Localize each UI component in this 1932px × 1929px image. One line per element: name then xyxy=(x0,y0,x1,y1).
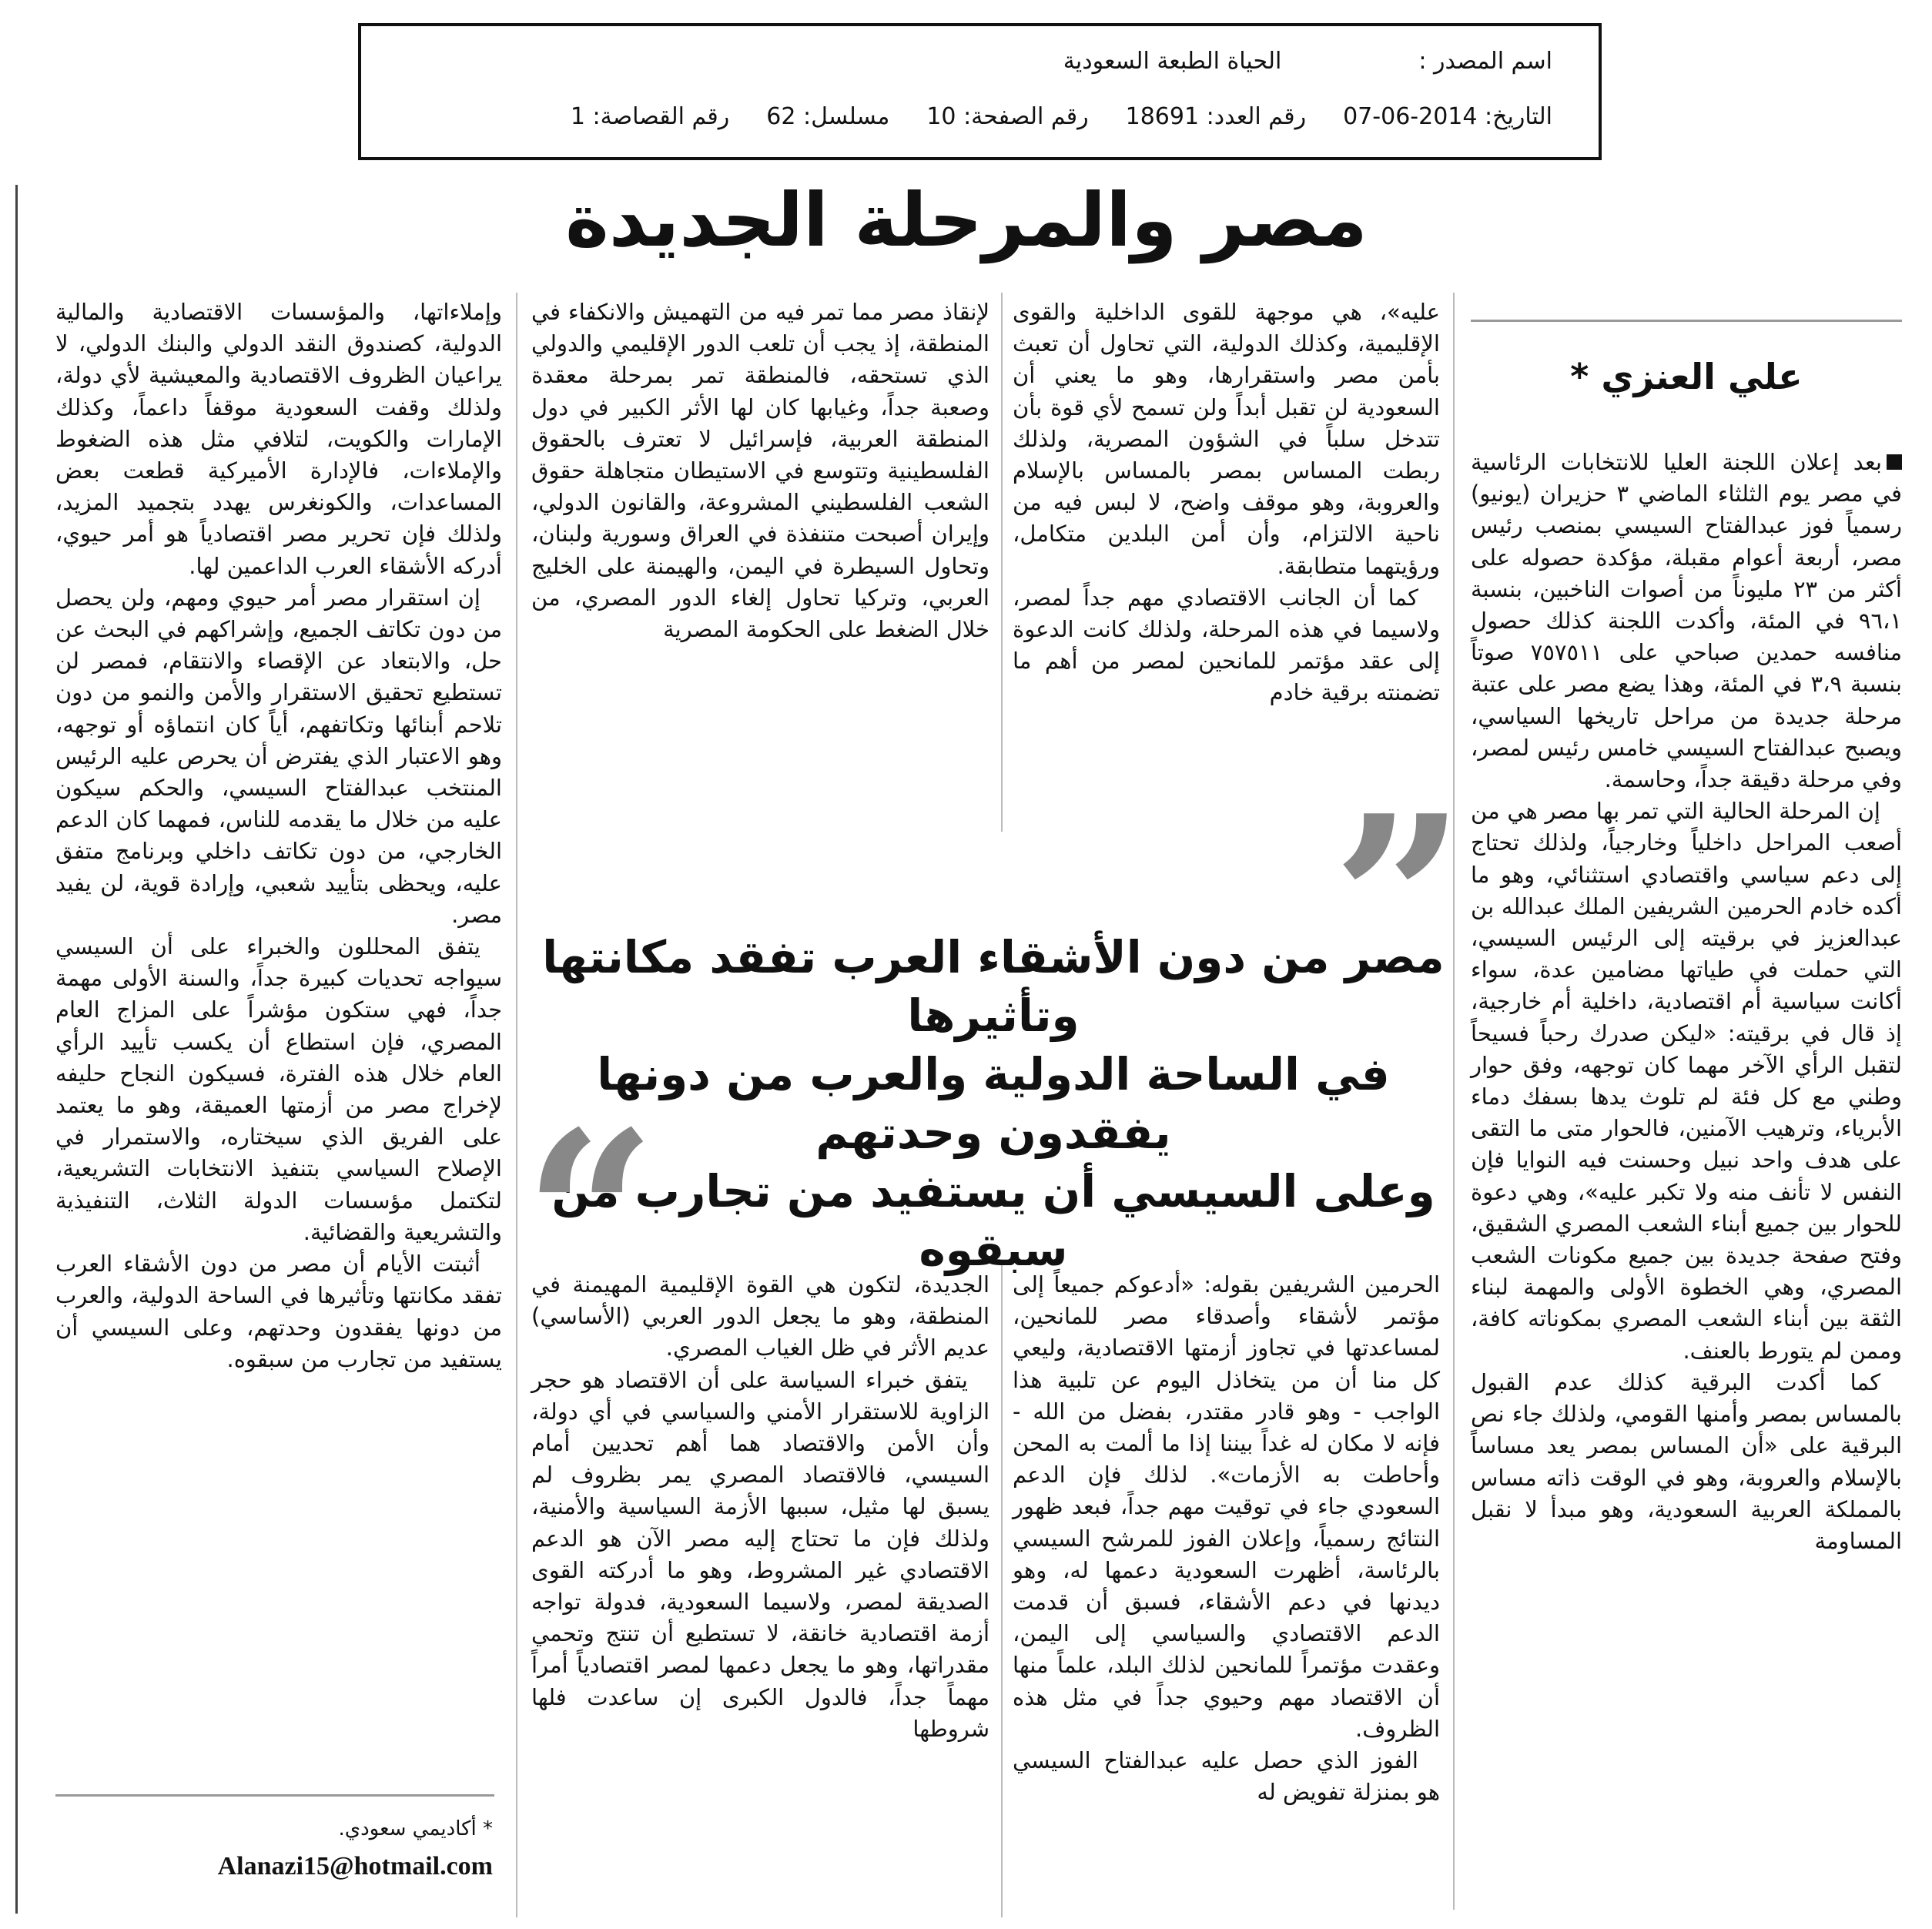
column-rule xyxy=(1001,1263,1003,1917)
column-rule xyxy=(516,293,517,832)
article-column-3-top xyxy=(531,296,989,645)
article-column-3-bottom xyxy=(531,1269,989,1745)
paragraph: لإنقاذ مصر مما تمر فيه من التهميش والانكفاء في المنطقة، إذ يجب أن تلعب الدور الإقليمي والدولي الذي تستحقه، فالمنطقة تمر بمرحلة معقدة وصعبة جداً، وغيابها كان لها الأثر الكبير في دول المنطقة العربية، فإسرائيل لا تعترف بالحقوق الفلسطينية وتتوسع في الاستيطان متجاهلة حقوق الشعب الفلسطيني المشروعة، والقانون الدولي، وإيران أصبحت متنفذة في العراق وسورية ولبنان، وتحاول السيطرة في اليمن، والهيمنة على الخليج العربي، وتركيا تحاول إلغاء الدور المصري، من خلال الضغط على الحكومة المصرية xyxy=(531,299,989,643)
author-separator xyxy=(1471,320,1902,322)
paragraph: إن المرحلة الحالية التي تمر بها مصر هي من أصعب المراحل داخلياً وخارجياً، ولذلك تحتاج إلى دعم سياسي واقتصادي استثنائي، وهو ما أكده خادم الحرمين الشريفين الملك عبدالله بن عبدالعزيز في برقيته إلى الرئيس السيسي، التي حملت في طياتها مضامين عدة، سواء أكانت سياسية أم اقتصادية، داخلية أم خارجية، إذ قال في برقيته: «ليكن صدرك رحباً فسيحاً لتقبل الرأي الآخر مهما كان توجهه، وفق حوار وطني مع كل فئة لم تلوث يدها بسفك دماء الأبرياء، وترهيب الآمنين، فالحوار متى ما التقى على هدف واحد نبيل وحسنت فيه النوايا فإن النفس لا تأنف منه ولا تكبر عليه»، وهي دعوة للحوار بين جميع أبناء الشعب المصري الشقيق، وفتح صفحة جديدة بين جميع مكونات الشعب المصري، وهي الخطوة الأولى والمهمة لبناء الثقة بين أبناء الشعب المصري بمكوناته كافة، وممن لم يتورط بالعنف. xyxy=(1471,798,1902,1364)
source-label: اسم المصدر : xyxy=(1418,48,1552,75)
author-footnote: * أكاديمي سعودي. xyxy=(338,1817,493,1840)
paragraph: عليه»، هي موجهة للقوى الداخلية والقوى الإقليمية، وكذلك الدولية، التي تحاول أن تعبث بأمن مصر واستقرارها، وهو ما يعني أن السعودية لن تقبل أبداً ولن تسمح لأي قوة بأن تتدخل سلباً في الشؤون المصرية، ولذلك ربطت المساس بمصر بالمساس بالإسلام والعروبة، وهو موقف واضح، لا لبس فيه من ناحية الالتزام، وأن أمن البلدين متكامل، ورؤيتهما متطابقة. xyxy=(1013,299,1440,579)
pull-quote-line: مصر من دون الأشقاء العرب تفقد مكانتها وتأثيرها xyxy=(542,931,1445,1042)
article-column-4 xyxy=(55,296,502,1375)
paragraph: الفوز الذي حصل عليه عبدالفتاح السيسي هو بمنزلة تفويض له xyxy=(1013,1747,1440,1806)
page-number: رقم الصفحة: 10 xyxy=(926,103,1089,130)
paragraph: كما أن الجانب الاقتصادي مهم جداً لمصر، ولاسيما في هذه المرحلة، ولذلك كانت الدعوة إلى عقد مؤتمر للمانحين لمصر من أهم ما تضمنته برقية خادم xyxy=(1013,584,1440,706)
source-info-box xyxy=(358,23,1602,160)
paragraph: يتفق خبراء السياسة على أن الاقتصاد هو حجر الزاوية للاستقرار الأمني والسياسي في أي دولة، وأن الأمن والاقتصاد هما أهم تحديين أمام السيسي، فالاقتصاد المصري يمر بظروف لم يسبق لها مثيل، سببها الأزمة السياسية والأمنية، ولذلك فإن ما تحتاج إليه مصر الآن هو الدعم الاقتصادي غير المشروط، وهو ما أدركته القوى الصديقة لمصر، ولاسيما السعودية، فدولة تواجه أزمة اقتصادية خانقة، لا تستطيع أن تنتج وتحمي مقدراتها، وهو ما يجعل دعمها لمصر اقتصادياً أمراً مهماً جداً، فالدول الكبرى إن ساعدت فلها شروطها xyxy=(531,1366,989,1742)
paragraph-text: بعد إعلان اللجنة العليا للانتخابات الرئاسية في مصر يوم الثلثاء الماضي ٣ حزيران (يونيو) رسمياً فوز عبدالفتاح السيسي بمنصب رئيس مصر، أربعة أعوام مقبلة، مؤكدة حصوله على أكثر من ٢٣ مليوناً من أصوات الناخبين، بنسبة ٩٦،١ في المئة، وأكدت اللجنة كذلك حصول منافسه حمدين صباحي على ٧٥٧٥١١ صوتاً بنسبة ٣،٩ في المئة، وهذا يضع مصر على عتبة مرحلة جديدة من مراحل تاريخها السياسي، ويصبح عبدالفتاح السيسي خامس رئيس لمصر، وفي مرحلة دقيقة جداً، وحاسمة. xyxy=(1471,449,1902,793)
paragraph: يتفق المحللون والخبراء على أن السيسي سيواجه تحديات كبيرة جداً، والسنة الأولى مهمة جداً، فهي ستكون مؤشراً على المزاج العام المصري، فإن استطاع أن يكسب تأييد الرأي العام خلال هذه الفترة، فسيكون النجاح حليفه لإخراج مصر من أزمتها العميقة، وهو ما يعتمد على الفريق الذي سيختاره، والاستمرار في الإصلاح السياسي بتنفيذ الانتخابات التشريعية، لتكتمل مؤسسات الدولة الثلاث، التنفيذية والتشريعية والقضائية. xyxy=(55,933,502,1245)
author-byline: علي العنزي * xyxy=(1570,356,1803,397)
footnote-separator xyxy=(55,1794,494,1797)
source-row xyxy=(1026,48,1552,75)
opening-quote-icon: “ xyxy=(524,1080,657,1352)
column-rule xyxy=(516,832,517,1917)
paragraph: كما أكدت البرقية كذلك عدم القبول بالمساس بمصر وأمنها القومي، ولذلك جاء نص البرقية على «أن المساس بمصر يعد مساساً بالإسلام والعروبة، وهو في الوقت ذاته مساس بالمملكة العربية السعودية، وهو مبدأ لا نقبل المساومة xyxy=(1471,1368,1902,1554)
article-column-2-bottom xyxy=(1013,1269,1440,1808)
paragraph: الجديدة، لتكون هي القوة الإقليمية المهيمنة في المنطقة، وهو ما يجعل الدور العربي (الأساسي) عديم الأثر في ظل الغياب المصري. xyxy=(531,1271,989,1361)
article-column-2-top xyxy=(1013,296,1440,709)
paragraph-square-icon xyxy=(1887,454,1902,470)
author-email: Alanazi15@hotmail.com xyxy=(217,1852,493,1880)
paragraph: أثبتت الأيام أن مصر من دون الأشقاء العرب تفقد مكانتها وتأثيرها في الساحة الدولية، والعرب من دونها يفقدون وحدتهم، وعلى السيسي أن يستفيد من تجارب من سبقوه. xyxy=(55,1251,502,1372)
paragraph: الحرمين الشريفين بقوله: «أدعوكم جميعاً إلى مؤتمر لأشقاء وأصدقاء مصر للمانحين، لمساعدتها في تجاوز أزمتها الاقتصادية، وليعي كل منا أن من يتخاذل اليوم عن تلبية هذا الواجب - وهو قادر مقتدر، بفضل من الله - فإنه لا مكان له غداً بيننا إذا ما ألمت به المحن وأحاطت به الأزمات». لذلك فإن الدعم السعودي جاء في توقيت مهم جداً، فبعد ظهور النتائج رسمياً، وإعلان الفوز للمرشح السيسي بالرئاسة، أظهرت السعودية دعمها له، وهو ديدنها في دعم الأشقاء، فسبق أن قدمت الدعم الاقتصادي والسياسي إلى اليمن، وعقدت مؤتمراً للمانحين لذلك البلد، علماً منها أن الاقتصاد مهم وحيوي جداً في مثل هذه الظروف. xyxy=(1013,1271,1440,1742)
issue-number: رقم العدد: 18691 xyxy=(1125,103,1307,130)
article-title: مصر والمرحلة الجديدة xyxy=(565,177,1368,263)
article-column-1 xyxy=(1471,447,1902,1557)
clip-number: رقم القصاصة: 1 xyxy=(570,103,730,130)
column-rule xyxy=(1453,293,1455,1910)
pull-quote-line: وعلى السيسي أن يستفيد من تجارب من سبقوه xyxy=(551,1165,1435,1276)
closing-quote-icon: ” xyxy=(1332,765,1465,1037)
source-name: الحياة الطبعة السعودية xyxy=(1063,48,1282,75)
pull-quote xyxy=(539,928,1448,1279)
pull-quote-line: في الساحة الدولية والعرب من دونها يفقدون وحدتهم xyxy=(597,1048,1390,1159)
paragraph: إن استقرار مصر أمر حيوي ومهم، ولن يحصل من دون تكاتف الجميع، وإشراكهم في البحث عن حل، والابتعاد عن الإقصاء والانتقام، فمصر لن تستطيع تحقيق الاستقرار والأمن والنمو من دون تلاحم أبنائها وتكاتفهم، أياً كان انتماؤه أو توجهه، وهو الاعتبار الذي يفترض أن يحرص عليه الرئيس المنتخب عبدالفتاح السيسي، والحكم سيكون عليه من خلال ما يقدمه للناس، فمهما كان الدعم الخارجي، من دون تكاتف داخلي وبرنامج متفق عليه، ويحظى بتأييد شعبي، وإرادة قوية، لن يفيد مصر. xyxy=(55,584,502,928)
left-margin-rule xyxy=(15,185,18,1914)
paragraph xyxy=(1471,447,1902,795)
column-rule xyxy=(1001,293,1003,832)
paragraph: وإملاءاتها، والمؤسسات الاقتصادية والمالية الدولية، كصندوق النقد الدولي والبنك الدولي، لا يراعيان الظروف الاقتصادية والمعيشية لأي دولة، ولذلك وقفت السعودية موقفاً داعماً، وكذلك الإمارات والكويت، لتلافي مثل هذه الضغوط والإملاءات، فالإدارة الأميركية قطعت بعض المساعدات، والكونغرس يهدد بتجميد المزيد، ولذلك فإن تحرير مصر اقتصادياً هو أمر حيوي، أدركه الأشقاء العرب الداعمين لها. xyxy=(55,299,502,579)
date-text: التاريخ: 2014-06-07 xyxy=(1343,103,1552,130)
meta-row xyxy=(534,103,1552,130)
serial-number: مسلسل: 62 xyxy=(766,103,890,130)
